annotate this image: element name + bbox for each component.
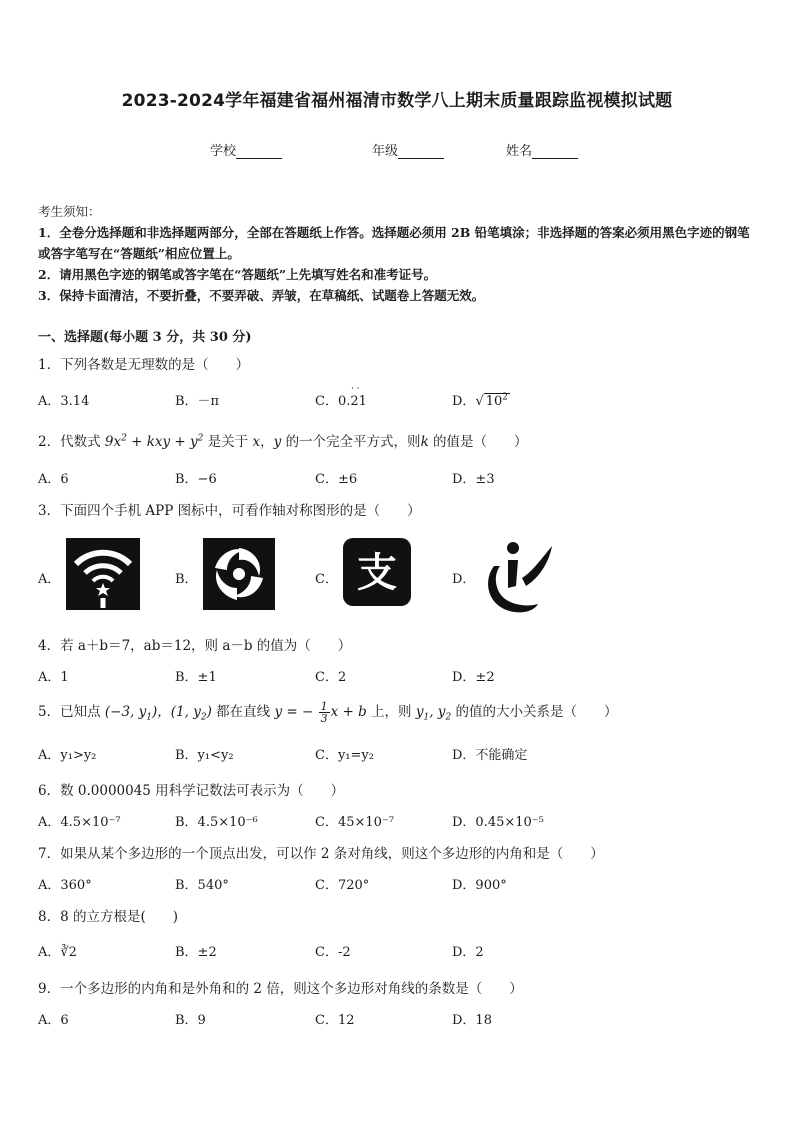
option-3b-label: B．: [175, 572, 198, 587]
grade-label: 年级: [372, 144, 399, 159]
wifi-star-icon: [66, 538, 140, 610]
question-1: 1．下列各数是无理数的是（ ）: [38, 357, 250, 373]
option-3d-label: D．: [452, 572, 476, 587]
student-info-row: [0, 140, 794, 160]
option-1c-prefix: C．: [315, 394, 338, 409]
option-1d: D．√ $10^2$: [452, 392, 509, 409]
option-3a: [38, 538, 148, 614]
option-9b: B．9: [175, 1013, 206, 1028]
options-2: [38, 468, 758, 488]
question-5-line: y = − $\frac{1}{3}$ x + b: [274, 700, 367, 725]
option-6b: B．4.5×10⁻⁶: [175, 815, 258, 830]
option-9c: C．12: [315, 1013, 355, 1028]
option-3c-label: C．: [315, 572, 338, 587]
school-field: [210, 140, 282, 159]
grade-blank: [398, 144, 444, 159]
option-2d: D．±3: [452, 472, 495, 487]
question-2-part-a: 2．代数式: [38, 434, 101, 450]
question-5-points: (−3, $y_1$)，(1, $y_2$): [104, 704, 212, 723]
option-9d: D．18: [452, 1013, 492, 1028]
exam-title: 2023-2024学年福建省福州福清市数学八上期末质量跟踪监视模拟试题: [121, 91, 673, 111]
option-8b: B．±2: [175, 945, 217, 960]
question-5-part-a: 5．已知点: [38, 704, 101, 720]
option-1a: A．3.14: [38, 394, 90, 409]
alipay-icon: [343, 538, 411, 606]
option-5d: D．不能确定: [452, 748, 528, 763]
option-1d-value: 10: [485, 394, 503, 409]
option-8c: C．-2: [315, 945, 351, 960]
options-9: [38, 1009, 758, 1029]
figure-swoosh-icon: [480, 538, 558, 616]
option-6a: A．4.5×10⁻⁷: [38, 815, 121, 830]
question-8: 8．8 的立方根是( ): [38, 909, 179, 925]
option-8a: A．∛2: [38, 945, 77, 960]
option-3a-label: A．: [38, 572, 61, 587]
options-3: [38, 538, 758, 618]
option-7d: D．900°: [452, 878, 507, 893]
option-2a: A．6: [38, 472, 69, 487]
option-3d: [452, 538, 572, 614]
option-7a: A．360°: [38, 878, 92, 893]
notice-item-2: 2．请用黑色字迹的钢笔或答字笔在“答题纸”上先填写姓名和准考证号。: [38, 267, 437, 282]
question-4: 4．若 a＋b＝7，ab＝12，则 a－b 的值为（ ）: [38, 638, 352, 654]
option-7c: C．720°: [315, 878, 370, 893]
question-2: 2．代数式 $9x^2$ + kxy + $y^2$ 是关于 x，y 的一个完全平方式，则k 的值是（ ）: [38, 433, 528, 450]
question-5: [38, 700, 758, 724]
option-3c: [315, 538, 435, 614]
question-6: 6．数 0.0000045 用科学记数法可表示为（ ）: [38, 783, 345, 799]
option-5b: B．y₁<y₂: [175, 748, 234, 763]
question-2-var-x: x: [252, 434, 261, 450]
question-5-vars: $y_1$, $y_2$: [415, 704, 452, 723]
option-8d: D．2: [452, 945, 484, 960]
option-4b: B．±1: [175, 670, 217, 685]
option-6d: D．0.45×10⁻⁵: [452, 815, 544, 830]
question-2-var-y: y: [273, 434, 282, 450]
notice-item-3: 3．保持卡面清洁，不要折叠，不要弄破、弄皱，在草稿纸、试题卷上答题无效。: [38, 288, 485, 303]
option-7b: B．540°: [175, 878, 229, 893]
option-1c-value: 0.21: [337, 394, 367, 409]
option-4d: D．±2: [452, 670, 495, 685]
name-field: [506, 140, 578, 159]
question-2-part-d: 的值是（ ）: [433, 434, 528, 450]
question-2-var-k: k: [420, 434, 429, 450]
question-5-part-c: 上，则: [371, 704, 412, 720]
options-5: [38, 744, 758, 764]
options-4: [38, 666, 758, 686]
option-9a: A．6: [38, 1013, 69, 1028]
swirl-icon: [203, 538, 275, 610]
alipay-char: 支: [357, 550, 397, 596]
option-2c: C．±6: [315, 472, 358, 487]
notice-block: [38, 201, 758, 306]
school-label: 学校: [210, 144, 237, 159]
option-4a: A．1: [38, 670, 69, 685]
grade-field: [372, 140, 444, 159]
school-blank: [236, 144, 282, 159]
question-3: 3．下面四个手机 APP 图标中，可看作轴对称图形的是（ ）: [38, 503, 421, 519]
name-blank: [532, 144, 578, 159]
name-label: 姓名: [506, 144, 533, 159]
question-2-expression: $9x^2$ + kxy + $y^2$: [104, 433, 204, 450]
options-6: [38, 811, 758, 831]
option-5c: C．y₁=y₂: [315, 748, 374, 763]
question-5-part-d: 的值的大小关系是（ ）: [455, 704, 618, 720]
question-2-part-b: 是关于: [207, 434, 249, 450]
option-3b: [175, 538, 295, 614]
option-1d-prefix: D．: [452, 394, 476, 409]
option-6c: C．45×10⁻⁷: [315, 815, 394, 830]
section-heading: 一、选择题(每小题 3 分，共 30 分): [38, 330, 252, 345]
question-5-part-b: 都在直线: [216, 704, 271, 720]
question-2-part-c: 的一个完全平方式，则: [285, 434, 421, 450]
options-8: [38, 941, 758, 961]
options-7: [38, 874, 758, 894]
option-1b: B．－π: [175, 394, 220, 409]
notice-heading: 考生须知：: [38, 204, 101, 219]
question-7: 7．如果从某个多边形的一个顶点出发，可以作 2 条对角线，则这个多边形的内角和是（ ）: [38, 846, 604, 862]
notice-item-1: 1．全卷分选择题和非选择题两部分，全部在答题纸上作答。选择题必须用 2B 铅笔填涂；非选择题的答案必须用黑色字迹的钢笔或答字笔写在“答题纸”相应位置上。: [38, 225, 750, 261]
option-5a: A．y₁>y₂: [38, 748, 97, 763]
option-4c: C．2: [315, 670, 347, 685]
option-1c: C． · · 0.21: [315, 384, 367, 409]
option-2b: B．−6: [175, 472, 217, 487]
question-9: 9．一个多边形的内角和是外角和的 2 倍，则这个多边形对角线的条数是（ ）: [38, 981, 523, 997]
options-1: [38, 384, 758, 410]
